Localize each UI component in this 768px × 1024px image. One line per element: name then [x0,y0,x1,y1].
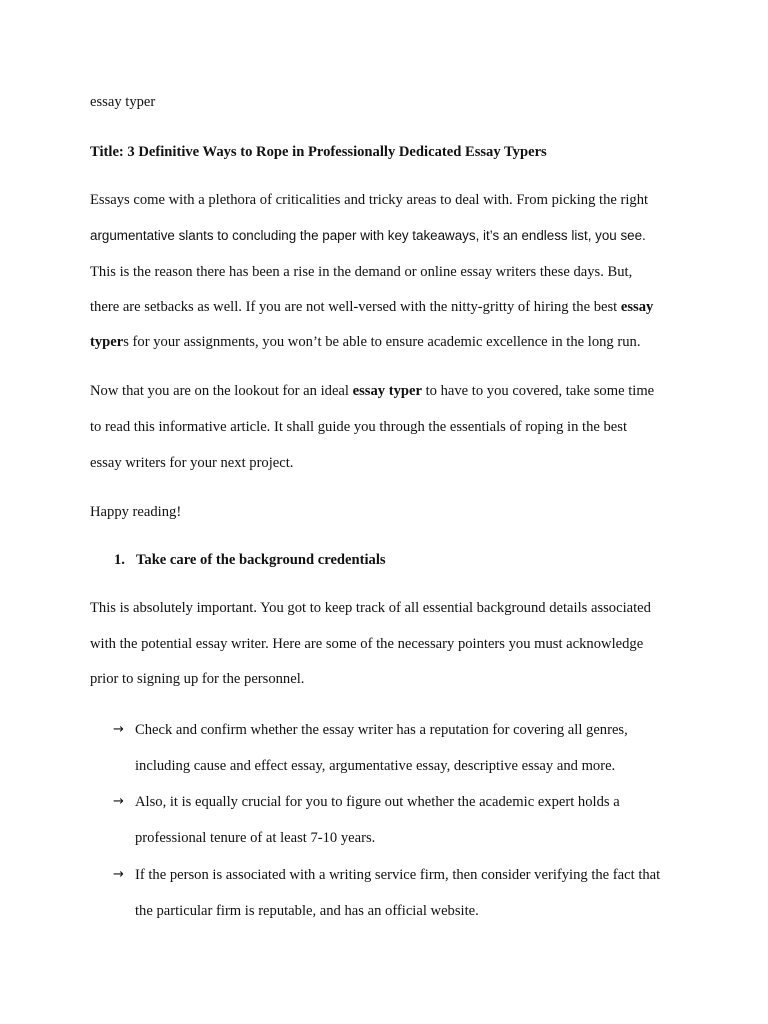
list-item-line: If the person is associated with a writing service firm, then consider verifying the fact that [135,867,661,883]
paragraph-text: Now that you are on the lookout for an ideal [90,383,353,399]
document-title: Title: 3 Definitive Ways to Rope in Professionally Dedicated Essay Typers [90,144,547,160]
paragraph-line [90,382,654,400]
paragraph-line: This is absolutely important. You got to keep track of all essential background details associated [90,600,651,616]
list-item-line: Check and confirm whether the essay writer has a reputation for covering all genres, [135,722,628,738]
paragraph-line: with the potential essay writer. Here are some of the necessary pointers you must acknowledge [90,636,644,652]
section-heading-text: Take care of the background credentials [136,552,386,568]
paragraph-line: argumentative slants to concluding the paper with key takeaways, it’s an endless list, you see. [90,228,646,243]
paragraph-line: prior to signing up for the personnel. [90,671,305,687]
right-arrow-icon: → [113,794,124,809]
paragraph-text: s for your assignments, you won’t be able to ensure academic excellence in the long run. [123,334,641,350]
paragraph-line: This is the reason there has been a rise in the demand or online essay writers these days. But, [90,264,633,280]
right-arrow-icon: → [113,722,124,737]
list-item-line: professional tenure of at least 7-10 years. [135,830,376,846]
paragraph-line: Essays come with a plethora of criticalities and tricky areas to deal with. From picking the right [90,192,649,208]
paragraph-line [90,333,640,351]
paragraph-line: to read this informative article. It shall guide you through the essentials of roping in the best [90,419,628,435]
paragraph-text: to have to you covered, take some time [421,383,655,399]
paragraph-text: there are setbacks as well. If you are not well-versed with the nitty-gritty of hiring the best [90,299,621,315]
keyword-typer: typer [90,334,124,350]
paragraph-line [90,298,653,316]
paragraph-line: essay writers for your next project. [90,455,294,471]
closing-line: Happy reading! [90,504,182,520]
list-item-line: the particular firm is reputable, and has an official website. [135,903,479,919]
right-arrow-icon: → [113,867,124,882]
list-item-line: Also, it is equally crucial for you to figure out whether the academic expert holds a [135,794,620,810]
keyword-essay-typer: essay typer [352,383,422,399]
section-number: 1. [114,552,125,568]
keyword-essay: essay [620,299,654,315]
list-item-line: including cause and effect essay, argumentative essay, descriptive essay and more. [135,758,616,774]
header-label: essay typer [90,94,156,110]
